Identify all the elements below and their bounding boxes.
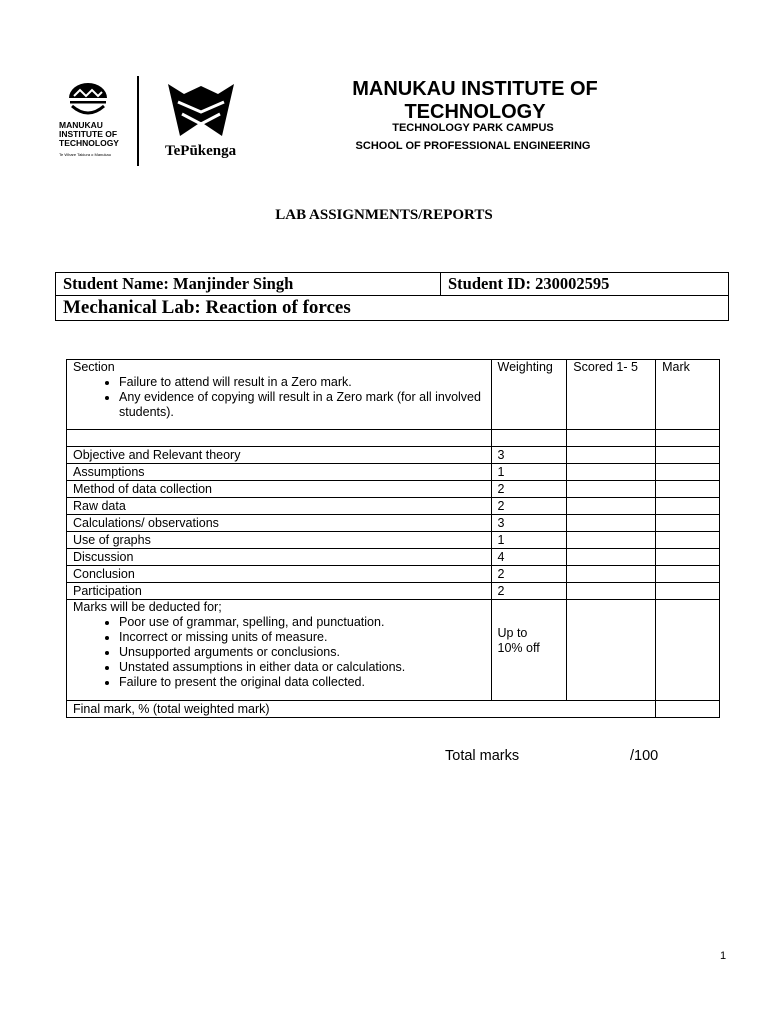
list-item: • Poor use of grammar, spelling, and punctuation. <box>119 615 485 630</box>
mark-cell[interactable] <box>656 549 720 566</box>
list-item: • Incorrect or missing units of measure. <box>119 630 485 645</box>
criterion-weight: 1 <box>491 464 567 481</box>
table-row <box>67 430 720 447</box>
scored-cell[interactable] <box>567 549 656 566</box>
table-row <box>67 566 720 583</box>
list-item: • Failure to attend will result in a Zero mark. <box>119 375 485 390</box>
student-id: Student ID: 230002595 <box>441 273 729 296</box>
list-item: • Any evidence of copying will result in a Zero mark (for all involved students). <box>119 390 485 420</box>
table-row <box>67 532 720 549</box>
criterion-label: Calculations/ observations <box>67 515 492 532</box>
te-pukenga-logo-text: TePūkenga <box>165 143 237 159</box>
deduction-weight-line2: 10% off <box>497 641 540 655</box>
section-header: Section <box>73 360 115 374</box>
school-name: SCHOOL OF PROFESSIONAL ENGINEERING <box>355 140 591 152</box>
scored-cell[interactable] <box>567 464 656 481</box>
campus-name: TECHNOLOGY PARK CAMPUS <box>392 122 554 134</box>
weighting-header: Weighting <box>491 360 567 430</box>
mark-header: Mark <box>656 360 720 430</box>
table-row <box>67 464 720 481</box>
criterion-label: Participation <box>67 583 492 600</box>
list-item: • Unsupported arguments or conclusions. <box>119 645 485 660</box>
criterion-weight: 4 <box>491 549 567 566</box>
final-mark-label: Final mark, % (total weighted mark) <box>67 701 656 718</box>
manukau-tagline: Te Whare Takiura o Manukau <box>59 152 111 157</box>
scored-cell[interactable] <box>567 600 656 701</box>
section-notes <box>73 375 485 420</box>
criterion-weight: 3 <box>491 515 567 532</box>
mark-cell[interactable] <box>656 583 720 600</box>
scored-header: Scored 1- 5 <box>567 360 656 430</box>
criterion-weight: 2 <box>491 583 567 600</box>
manukau-logo-icon <box>64 80 112 120</box>
mark-cell[interactable] <box>656 515 720 532</box>
criterion-label: Method of data collection <box>67 481 492 498</box>
criterion-label: Discussion <box>67 549 492 566</box>
scored-cell[interactable] <box>567 532 656 549</box>
criterion-label: Conclusion <box>67 566 492 583</box>
criterion-weight: 2 <box>491 498 567 515</box>
grading-table <box>66 359 720 718</box>
student-info-table <box>55 272 729 321</box>
mark-cell[interactable] <box>656 481 720 498</box>
mark-cell[interactable] <box>656 532 720 549</box>
scored-cell[interactable] <box>567 566 656 583</box>
criterion-weight: 2 <box>491 481 567 498</box>
table-row <box>67 515 720 532</box>
table-row <box>67 583 720 600</box>
logo-divider <box>137 76 139 166</box>
deductions-row <box>67 600 720 701</box>
table-row <box>67 447 720 464</box>
scored-cell[interactable] <box>567 447 656 464</box>
list-item: • Unstated assumptions in either data or calculations. <box>119 660 485 675</box>
table-row <box>67 549 720 566</box>
total-marks-label: Total marks <box>445 748 520 764</box>
manukau-logo-text: MANUKAU INSTITUTE OF TECHNOLOGY <box>59 120 119 148</box>
criterion-label: Objective and Relevant theory <box>67 447 492 464</box>
te-pukenga-logo-icon <box>166 82 236 140</box>
scored-cell[interactable] <box>567 515 656 532</box>
logo-block <box>44 68 244 168</box>
scored-cell[interactable] <box>567 583 656 600</box>
scored-cell[interactable] <box>567 498 656 515</box>
final-mark-row <box>67 701 720 718</box>
page-number: 1 <box>720 950 727 962</box>
total-marks-out-of: /100 <box>630 748 659 764</box>
deduction-weight-line1: Up to <box>497 626 528 640</box>
criterion-weight: 1 <box>491 532 567 549</box>
deductions-intro: Marks will be deducted for; <box>73 600 222 614</box>
criterion-label: Raw data <box>67 498 492 515</box>
table-row <box>67 498 720 515</box>
document-title: LAB ASSIGNMENTS/REPORTS <box>275 207 493 223</box>
mark-cell[interactable] <box>656 600 720 701</box>
scored-cell[interactable] <box>567 481 656 498</box>
student-name: Student Name: Manjinder Singh <box>56 273 441 296</box>
deductions-list <box>73 615 485 690</box>
mark-cell[interactable] <box>656 498 720 515</box>
institute-title: MANUKAU INSTITUTE OF TECHNOLOGY <box>352 78 598 123</box>
criterion-label: Assumptions <box>67 464 492 481</box>
table-row <box>67 481 720 498</box>
criterion-weight: 2 <box>491 566 567 583</box>
criterion-label: Use of graphs <box>67 532 492 549</box>
list-item: • Failure to present the original data collected. <box>119 675 485 690</box>
final-mark-cell[interactable] <box>656 701 720 718</box>
mark-cell[interactable] <box>656 447 720 464</box>
criterion-weight: 3 <box>491 447 567 464</box>
grading-header-row <box>67 360 720 430</box>
mark-cell[interactable] <box>656 464 720 481</box>
lab-title: Mechanical Lab: Reaction of forces <box>56 296 729 321</box>
mark-cell[interactable] <box>656 566 720 583</box>
